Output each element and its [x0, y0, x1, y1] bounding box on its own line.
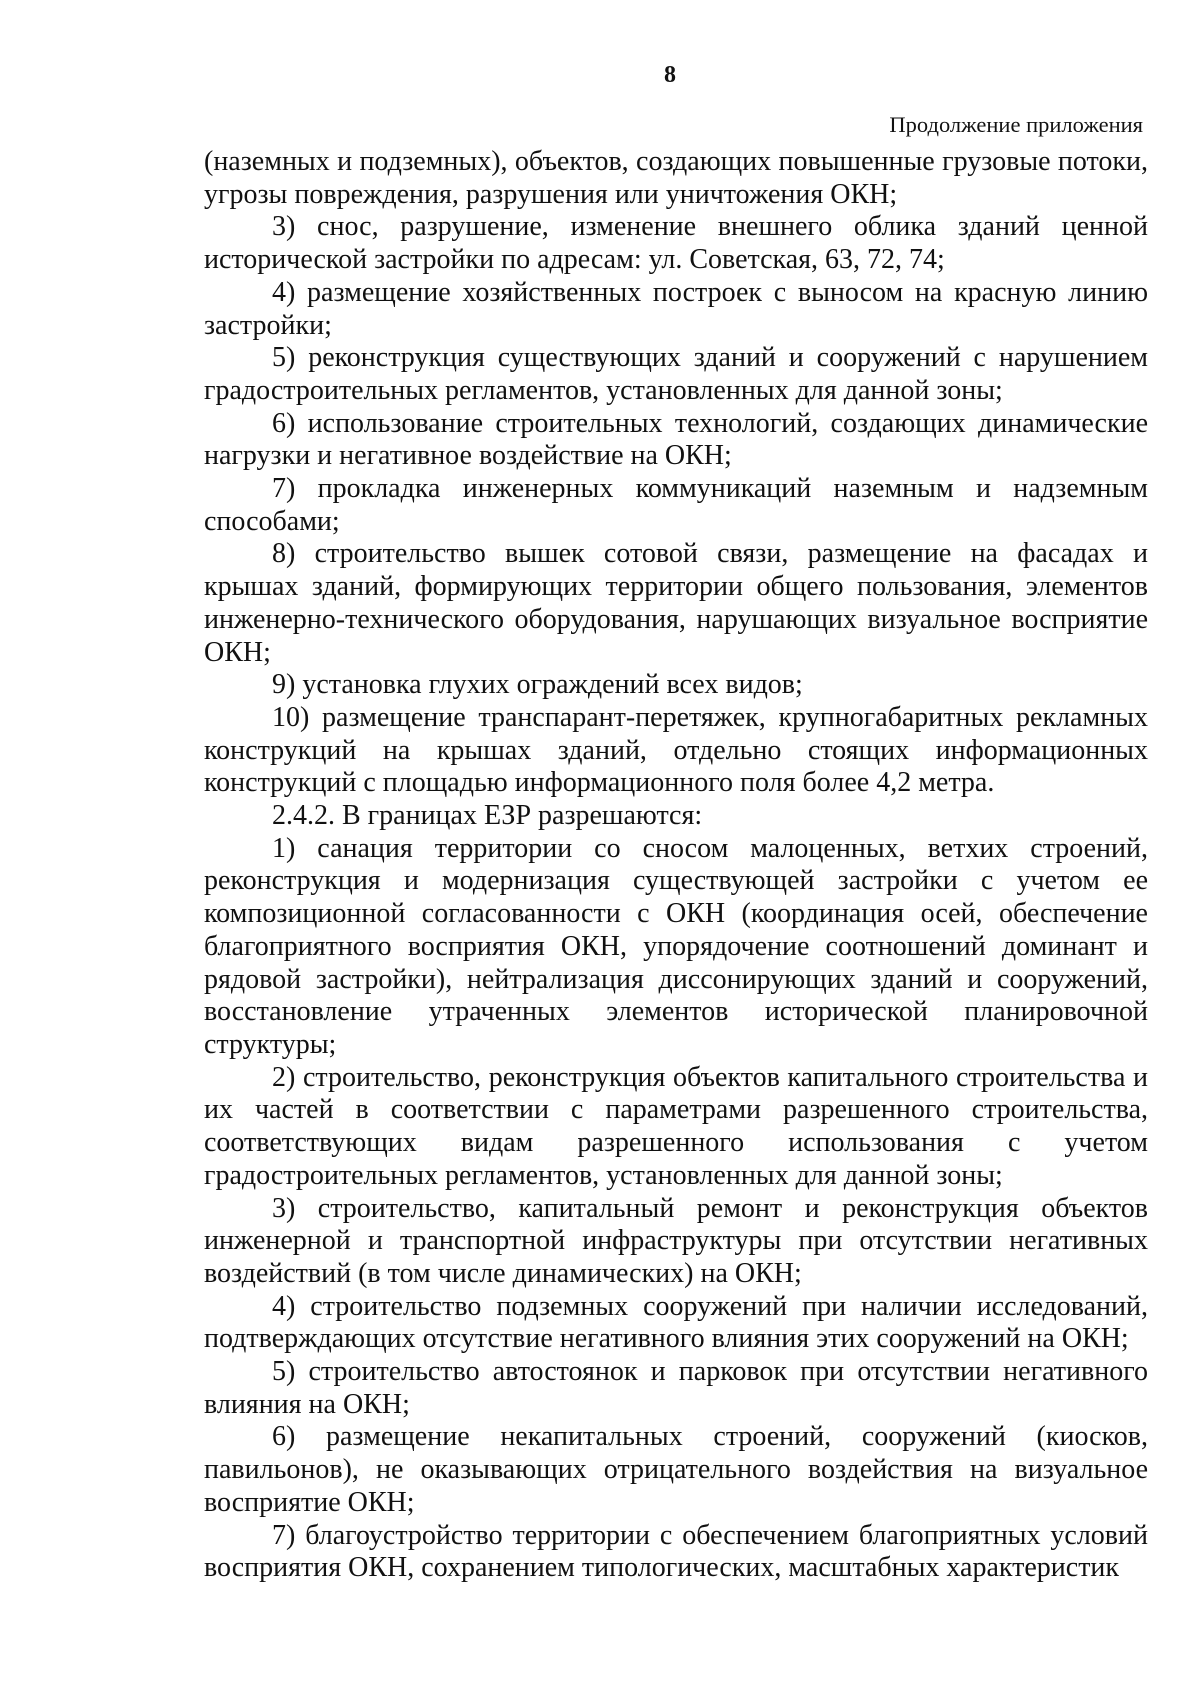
paragraph: 4) строительство подземных сооружений при наличии исследований, подтверждающих отсутствие негативного влияния этих сооружений на ОКН; [204, 1290, 1148, 1355]
paragraph: 7) благоустройство территории с обеспечением благоприятных условий восприятия ОКН, сохранением типологических, масштабных характеристик [204, 1519, 1148, 1584]
paragraph: 6) размещение некапитальных строений, сооружений (киосков, павильонов), не оказывающих отрицательного воздействия на визуальное восприятие ОКН; [204, 1421, 1148, 1518]
paragraph: 1) санация территории со сносом малоценных, ветхих строений, реконструкция и модернизация существующей застройки с учетом ее композиционной согласованности с ОКН (координация осей, обеспечение благоприятного восприятия ОКН, упорядочение соотношений доминант и рядовой застройки), нейтрализация диссонирующих зданий и сооружений, восстановление утраченных элементов исторической планировочной структуры; [204, 832, 1148, 1060]
paragraph: 7) прокладка инженерных коммуникаций наземным и надземным способами; [204, 473, 1148, 537]
paragraph: 8) строительство вышек сотовой связи, размещение на фасадах и крышах зданий, формирующих территории общего пользования, элементов инженерно-технического оборудования, нарушающих визуальное восприятие ОКН; [204, 538, 1148, 668]
section-heading: 2.4.2. В границах ЕЗР разрешаются: [272, 800, 703, 832]
continuation-label: Продолжение приложения [889, 112, 1143, 137]
paragraph: 6) использование строительных технологий, создающих динамические нагрузки и негативное воздействие на ОКН; [204, 407, 1148, 472]
page-number: 8 [664, 62, 676, 88]
paragraph: 3) снос, разрушение, изменение внешнего облика зданий ценной исторической застройки по адресам: ул. Советская, 63, 72, 74; [204, 211, 1148, 276]
paragraph: 3) строительство, капитальный ремонт и реконструкция объектов инженерной и транспортной инфраструктуры при отсутствии негативных воздействий (в том числе динамических) на ОКН; [204, 1192, 1148, 1289]
document-body [204, 146, 1148, 1585]
paragraph: 4) размещение хозяйственных построек с выносом на красную линию застройки; [204, 276, 1148, 341]
paragraph: 2) строительство, реконструкция объектов капитального строительства и их частей в соответствии с параметрами разрешенного строительства, соответствующих видам разрешенного использования с учетом градостроительных регламентов, установленных для данной зоны; [204, 1061, 1148, 1191]
paragraph: (наземных и подземных), объектов, создающих повышенные грузовые потоки, угрозы повреждения, разрушения или уничтожения ОКН; [204, 146, 1148, 210]
paragraph: 10) размещение транспарант-перетяжек, крупногабаритных рекламных конструкций на крышах зданий, отдельно стоящих информационных конструкций с площадью информационного поля более 4,2 метра. [204, 701, 1148, 799]
paragraph: 5) реконструкция существующих зданий и сооружений с нарушением градостроительных регламентов, установленных для данной зоны; [204, 342, 1148, 406]
paragraph: 9) установка глухих ограждений всех видов; [272, 669, 803, 701]
paragraph: 5) строительство автостоянок и парковок при отсутствии негативного влияния на ОКН; [204, 1356, 1148, 1420]
